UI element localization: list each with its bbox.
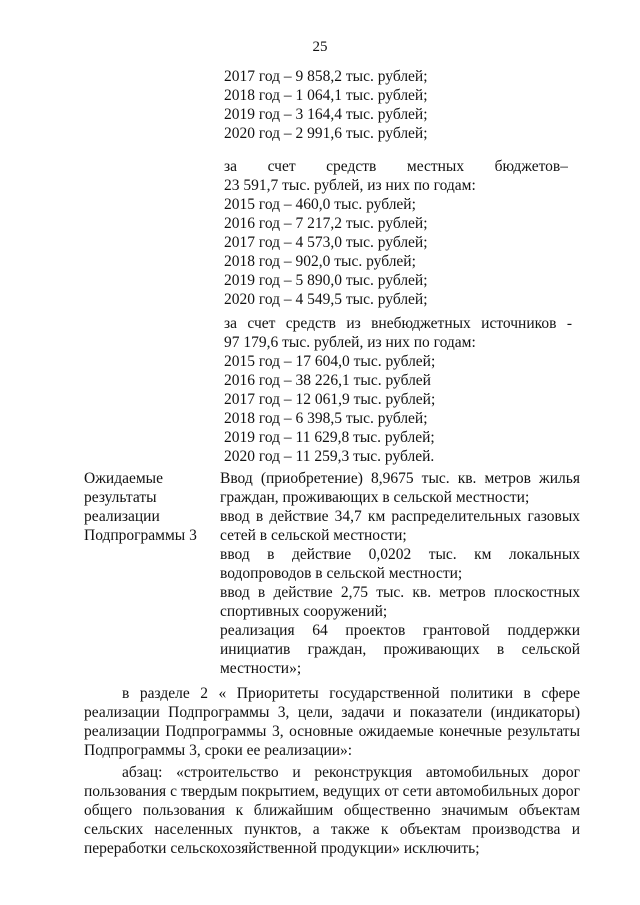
funding-line: 2020 год – 2 991,6 тыс. рублей; bbox=[224, 125, 428, 142]
results-label: Подпрограммы 3 bbox=[84, 527, 197, 544]
funding-line: 2019 год – 11 629,8 тыс. рублей; bbox=[224, 429, 435, 446]
paragraph-line: пользования с твердым покрытием, ведущих от сети автомобильных дорог bbox=[84, 783, 580, 800]
results-line: ввод в действие 2,75 тыс. кв. метров плоскостных bbox=[220, 584, 580, 601]
results-label: результаты bbox=[84, 489, 157, 506]
funding-line: 2020 год – 11 259,3 тыс. рублей. bbox=[224, 448, 435, 465]
paragraph-line: абзац: «строительство и реконструкция автомобильных дорог bbox=[122, 764, 580, 781]
paragraph-line: Подпрограммы 3, сроки ее реализации»: bbox=[84, 742, 353, 759]
results-line: местности»; bbox=[220, 660, 302, 677]
funding-line: 2019 год – 3 164,4 тыс. рублей; bbox=[224, 106, 428, 123]
results-line: ввод в действие 0,0202 тыс. км локальных bbox=[220, 546, 580, 563]
results-line: инициатив граждан, проживающих в сельской bbox=[220, 641, 580, 658]
funding-line: 2019 год – 5 890,0 тыс. рублей; bbox=[224, 272, 428, 289]
funding-line: 2020 год – 4 549,5 тыс. рублей; bbox=[224, 291, 428, 308]
results-line: реализация 64 проектов грантовой поддержки bbox=[220, 622, 580, 639]
extra-budget-heading: за счет средств из внебюджетных источников - bbox=[224, 315, 572, 332]
results-line: спортивных сооружений; bbox=[220, 603, 388, 620]
funding-line: 2018 год – 6 398,5 тыс. рублей; bbox=[224, 410, 428, 427]
results-label: Ожидаемые bbox=[84, 470, 163, 487]
funding-line: 2018 год – 902,0 тыс. рублей; bbox=[224, 253, 416, 270]
results-label: реализации bbox=[84, 508, 160, 525]
extra-budget-total: 97 179,6 тыс. рублей, из них по годам: bbox=[224, 334, 476, 351]
local-budget-heading: за счет средств местных бюджетов– bbox=[224, 158, 568, 175]
page-number: 25 bbox=[312, 39, 328, 55]
paragraph-line: в разделе 2 « Приоритеты государственной политики в сфере bbox=[122, 685, 580, 702]
results-line: Ввод (приобретение) 8,9675 тыс. кв. метров жилья bbox=[220, 470, 580, 487]
funding-line: 2015 год – 460,0 тыс. рублей; bbox=[224, 196, 416, 213]
paragraph-line: переработки сельскохозяйственной продукции» исключить; bbox=[84, 840, 480, 857]
results-line: ввод в действие 34,7 км распределительных газовых bbox=[220, 508, 580, 525]
funding-line: 2015 год – 17 604,0 тыс. рублей; bbox=[224, 353, 436, 370]
paragraph-line: общего пользования к ближайшим общественно значимым объектам bbox=[84, 802, 580, 819]
funding-line: 2017 год – 12 061,9 тыс. рублей; bbox=[224, 391, 436, 408]
results-line: сетей в сельской местности; bbox=[220, 527, 407, 544]
paragraph-line: реализации Подпрограммы 3, основные ожидаемые конечные результаты bbox=[84, 723, 580, 740]
funding-line: 2018 год – 1 064,1 тыс. рублей; bbox=[224, 87, 428, 104]
paragraph-line: сельских населенных пунктов, а также к объектам производства и bbox=[84, 821, 580, 838]
results-line: граждан, проживающих в сельской местности; bbox=[220, 489, 530, 506]
funding-line: 2016 год – 7 217,2 тыс. рублей; bbox=[224, 215, 428, 232]
funding-line: 2017 год – 9 858,2 тыс. рублей; bbox=[224, 68, 428, 85]
funding-line: 2016 год – 38 226,1 тыс. рублей bbox=[224, 372, 431, 389]
funding-line: 2017 год – 4 573,0 тыс. рублей; bbox=[224, 234, 428, 251]
paragraph-line: реализации Подпрограммы 3, цели, задачи и показатели (индикаторы) bbox=[84, 704, 580, 721]
local-budget-total: 23 591,7 тыс. рублей, из них по годам: bbox=[224, 177, 476, 194]
results-line: водопроводов в сельской местности; bbox=[220, 565, 463, 582]
